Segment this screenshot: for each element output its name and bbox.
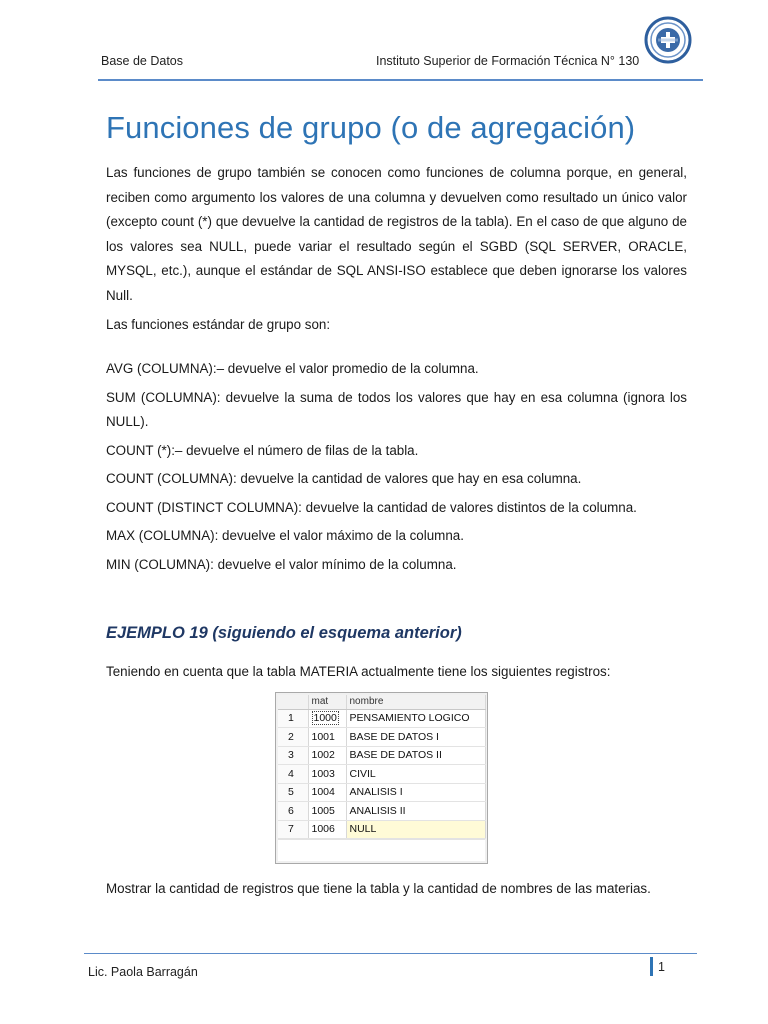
intro-paragraph: Las funciones de grupo también se conocen como funciones de columna porque, en general, reciben como argumento los valores de una columna y devuelven como resultado un único valor (excepto count (*) que devuelve la cantidad de registros de la tabla). En el caso de que alguno de los valores sea NULL, puede variar el resultado según el SGBD (SQL SERVER, ORACLE, MYSQL, etc.), aunque el estándar de SQL ANSI-ISO establece que deben ignorarse los valores Null. — [106, 165, 687, 303]
header-rule — [98, 79, 703, 81]
table-row — [278, 783, 486, 802]
function-sum: SUM (COLUMNA): devuelve la suma de todos los valores que hay en esa columna (ignora los NULL). — [106, 389, 687, 429]
function-avg: AVG (COLUMNA):– devuelve el valor promedio de la columna. — [106, 361, 479, 376]
cell-nombre[interactable]: BASE DE DATOS II — [346, 746, 486, 765]
functions-list — [106, 357, 687, 581]
function-count-distinct: COUNT (DISTINCT COLUMNA): devuelve la cantidad de valores distintos de la columna. — [106, 499, 637, 515]
table-row — [278, 746, 486, 765]
cell-nombre[interactable]: BASE DE DATOS I — [346, 728, 486, 747]
cell-mat[interactable] — [308, 709, 346, 728]
materia-table — [278, 695, 486, 839]
column-header-nombre: nombre — [346, 695, 486, 709]
example-intro: Teniendo en cuenta que la tabla MATERIA actualmente tiene los siguientes registros: — [106, 664, 611, 679]
cell-nombre[interactable]: NULL — [346, 820, 486, 839]
page-title: Funciones de grupo (o de agregación) — [106, 110, 636, 145]
cell-mat-value: 1000 — [313, 712, 337, 725]
row-number: 4 — [278, 765, 308, 784]
table-row — [278, 765, 486, 784]
cell-mat[interactable]: 1005 — [308, 802, 346, 821]
row-number-header — [278, 695, 308, 709]
footer-rule — [84, 953, 697, 954]
cell-mat[interactable]: 1002 — [308, 746, 346, 765]
function-count-column: COUNT (COLUMNA): devuelve la cantidad de valores que hay en esa columna. — [106, 471, 582, 486]
cell-mat[interactable]: 1006 — [308, 820, 346, 839]
row-number: 6 — [278, 802, 308, 821]
example-title: EJEMPLO 19 (siguiendo el esquema anterior) — [106, 624, 462, 642]
cell-nombre[interactable]: CIVIL — [346, 765, 486, 784]
cell-mat[interactable]: 1004 — [308, 783, 346, 802]
cell-mat[interactable]: 1001 — [308, 728, 346, 747]
row-number: 1 — [278, 709, 308, 728]
cell-nombre[interactable]: ANALISIS II — [346, 802, 486, 821]
cell-nombre[interactable]: PENSAMIENTO LOGICO — [346, 709, 486, 728]
header-institute: Instituto Superior de Formación Técnica N° 130 — [376, 54, 640, 68]
function-min: MIN (COLUMNA): devuelve el valor mínimo de la columna. — [106, 556, 457, 572]
function-max: MAX (COLUMNA): devuelve el valor máximo de la columna. — [106, 528, 464, 543]
page-number-bar — [650, 957, 653, 976]
row-number: 7 — [278, 820, 308, 839]
table-header-row — [278, 695, 486, 709]
page-number: 1 — [658, 960, 665, 974]
cell-mat[interactable]: 1003 — [308, 765, 346, 784]
column-header-mat: mat — [308, 695, 346, 709]
table-row — [278, 820, 486, 839]
results-grid — [275, 692, 488, 864]
institute-logo-icon — [644, 16, 692, 64]
page-header — [0, 0, 768, 84]
row-number: 5 — [278, 783, 308, 802]
function-count-all: COUNT (*):– devuelve el número de filas de la tabla. — [106, 442, 419, 458]
footer-author: Lic. Paola Barragán — [88, 965, 198, 979]
functions-heading-text: Las funciones estándar de grupo son: — [106, 317, 331, 332]
row-number: 2 — [278, 728, 308, 747]
table-row — [278, 728, 486, 747]
table-row — [278, 802, 486, 821]
header-course: Base de Datos — [101, 54, 183, 68]
cell-nombre[interactable]: ANALISIS I — [346, 783, 486, 802]
table-row — [278, 709, 486, 728]
grid-empty-area — [278, 839, 485, 861]
row-number: 3 — [278, 746, 308, 765]
example-task: Mostrar la cantidad de registros que tiene la tabla y la cantidad de nombres de las materias. — [106, 881, 651, 896]
